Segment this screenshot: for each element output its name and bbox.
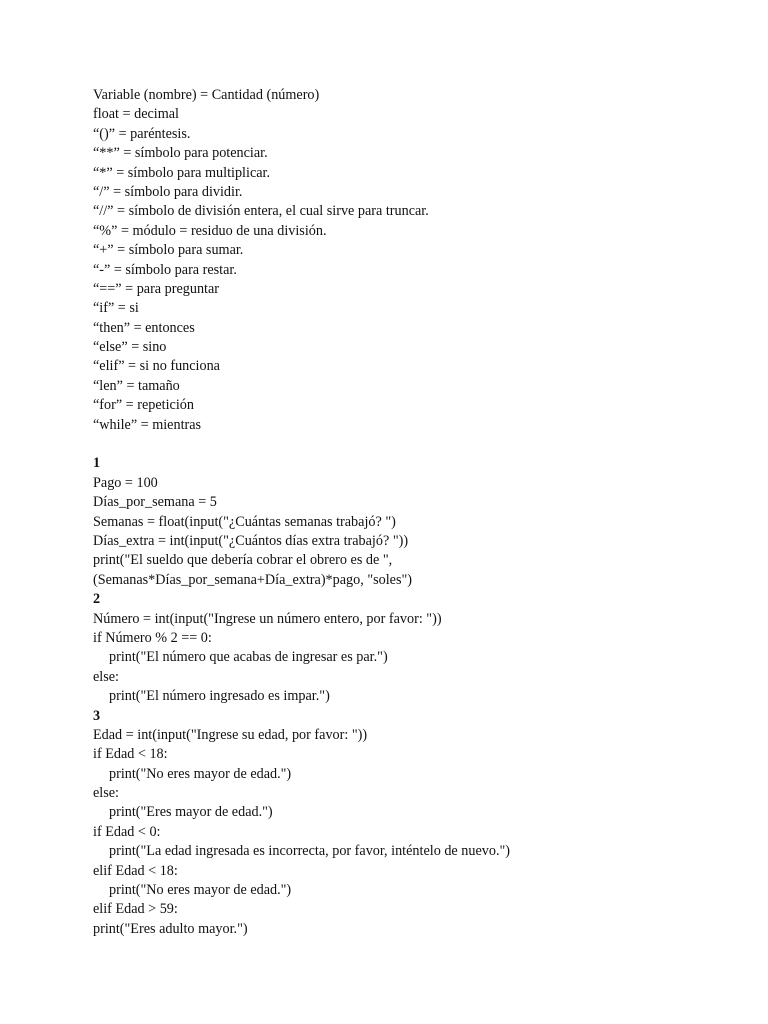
glossary-line: “then” = entonces [93, 319, 195, 336]
glossary-line: “**” = símbolo para potenciar. [93, 145, 268, 162]
exercise-block [93, 454, 733, 590]
glossary-line: “//” = símbolo de división entera, el cual sirve para truncar. [93, 203, 429, 220]
glossary-line: “else” = sino [93, 339, 167, 356]
code-line: print("La edad ingresada es incorrecta, por favor, inténtelo de nuevo.") [109, 843, 511, 860]
glossary-line: “()” = paréntesis. [93, 125, 191, 142]
code-line: if Edad < 0: [93, 823, 161, 840]
glossary-line: “%” = módulo = residuo de una división. [93, 222, 327, 239]
code-line: print("Eres adulto mayor.") [93, 920, 248, 937]
glossary-line: “/” = símbolo para dividir. [93, 183, 243, 200]
exercise-number: 2 [93, 591, 101, 608]
code-line: (Semanas*Días_por_semana+Día_extra)*pago, "soles") [93, 571, 413, 588]
exercise-number: 3 [93, 707, 101, 724]
code-line: else: [93, 785, 119, 802]
glossary-line: Variable (nombre) = Cantidad (número) [93, 87, 320, 103]
glossary-line: “+” = símbolo para sumar. [93, 242, 244, 259]
code-line: print("El número que acabas de ingresar es par.") [109, 649, 388, 666]
glossary-line: “for” = repetición [93, 397, 194, 414]
exercise-block [93, 590, 733, 706]
code-line: Días_extra = int(input("¿Cuántos días extra trabajó? ")) [93, 532, 409, 549]
code-line: elif Edad > 59: [93, 901, 178, 918]
exercises-section [93, 454, 733, 939]
code-line: print("Eres mayor de edad.") [109, 804, 273, 821]
code-line: Semanas = float(input("¿Cuántas semanas trabajó? ") [93, 513, 396, 530]
exercise-number: 1 [93, 455, 101, 472]
exercise-block [93, 707, 733, 940]
glossary-line: “-” = símbolo para restar. [93, 261, 237, 278]
code-line: elif Edad < 18: [93, 862, 178, 879]
code-line: if Edad < 18: [93, 746, 168, 763]
code-line: print("El sueldo que debería cobrar el obrero es de ", [93, 552, 393, 569]
glossary-line: “*” = símbolo para multiplicar. [93, 164, 271, 181]
glossary-line: “==” = para preguntar [93, 280, 220, 297]
code-line: Días_por_semana = 5 [93, 494, 217, 511]
document-content [93, 86, 733, 939]
code-line: print("No eres mayor de edad.") [109, 882, 292, 899]
code-line: else: [93, 668, 119, 685]
glossary-line: float = decimal [93, 106, 179, 123]
glossary-line: “if” = si [93, 300, 139, 317]
section-gap [93, 435, 733, 454]
glossary-line: “while” = mientras [93, 416, 202, 433]
glossary-line: “len” = tamaño [93, 377, 180, 394]
code-line: print("No eres mayor de edad.") [109, 765, 292, 782]
code-line: Edad = int(input("Ingrese su edad, por favor: ")) [93, 726, 368, 743]
code-line: print("El número ingresado es impar.") [109, 688, 330, 705]
code-line: Número = int(input("Ingrese un número entero, por favor: ")) [93, 610, 442, 627]
glossary-line: “elif” = si no funciona [93, 358, 220, 375]
code-line: if Número % 2 == 0: [93, 629, 212, 646]
code-line: Pago = 100 [93, 474, 158, 491]
glossary-section [93, 86, 733, 435]
